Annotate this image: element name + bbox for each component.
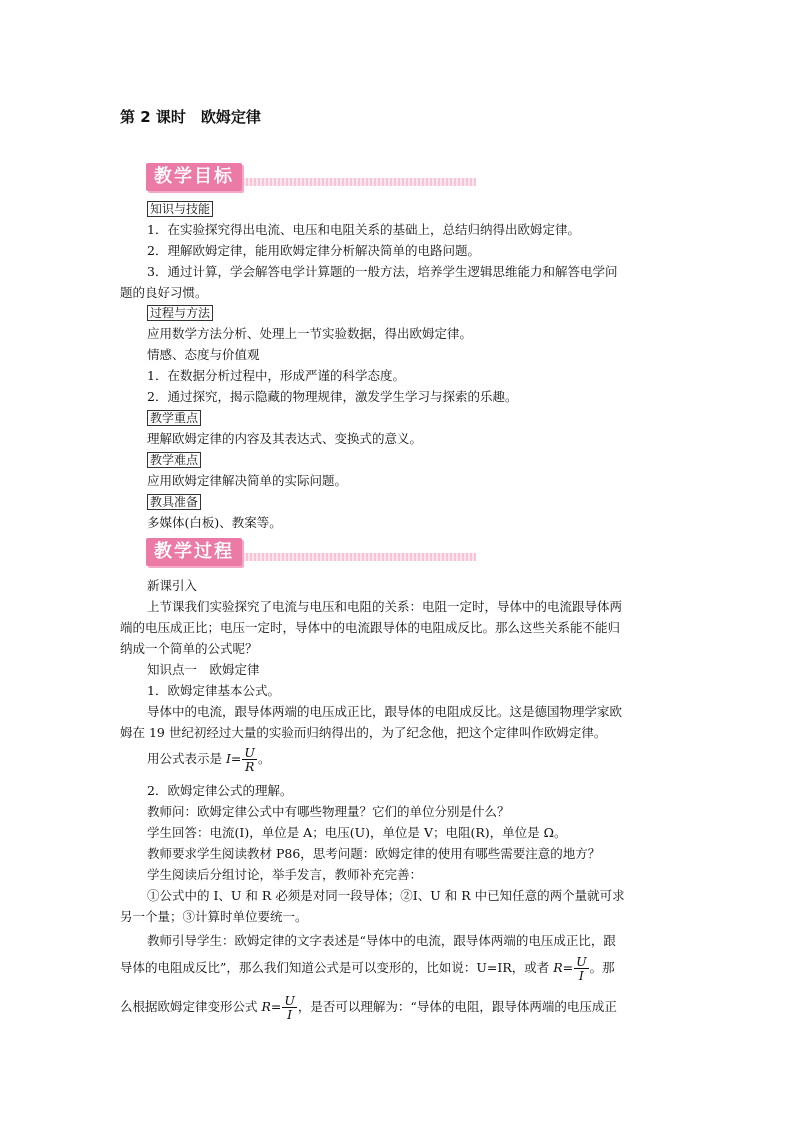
formula-numerator: U <box>244 745 255 760</box>
section-label-difficulty: 教学难点 <box>147 452 201 468</box>
process-banner <box>146 538 476 568</box>
text-span: 。那 <box>589 960 615 975</box>
section-emotion: 情感、态度与价值观 <box>147 347 260 362</box>
text-line: 应用欧姆定律解决简单的实际问题。 <box>147 473 348 488</box>
objectives-banner-label: 教学目标 <box>146 163 242 191</box>
text-span: 导体的电阻成反比”，那么我们知道公式是可以变形的，比如说：U=IR，或者 <box>120 960 554 975</box>
text-line: 2．欧姆定律公式的理解。 <box>147 783 293 798</box>
text-line: 姆在 19 世纪初经过大量的实验而归纳得出的，为了纪念他，把这个定律叫作欧姆定律。 <box>120 725 607 740</box>
text-line: 另一个量；③计算时单位要统一。 <box>120 909 308 924</box>
formula-line-2 <box>120 953 680 983</box>
text-line: 题的良好习惯。 <box>120 285 208 300</box>
formula-fraction <box>282 994 297 1021</box>
process-banner-label: 教学过程 <box>146 538 242 566</box>
formula-denominator: R <box>244 759 255 774</box>
lesson-title: 第 2 课时 欧姆定律 <box>120 108 261 126</box>
formula-lhs: I= <box>225 751 242 766</box>
formula-lhs: R= <box>261 999 282 1014</box>
text-line: 导体中的电流，跟导体两端的电压成正比，跟导体的电阻成反比。这是德国物理学家欧 <box>147 704 623 719</box>
text-line: 知识点一 欧姆定律 <box>147 662 260 677</box>
text-line: 端的电压成正比；电压一定时，导体中的电流跟导体的电阻成反比。那么这些关系能不能归 <box>120 620 621 635</box>
text-line: 学生阅读后分组讨论，举手发言，教师补充完善： <box>147 867 423 882</box>
section-key-point <box>147 410 680 426</box>
section-label-knowledge: 知识与技能 <box>147 201 213 217</box>
text-line: 新课引入 <box>147 578 198 593</box>
formula-denominator: I <box>578 968 584 983</box>
text-line: 1．在数据分析过程中，形成严谨的科学态度。 <box>147 368 405 383</box>
formula-line-3 <box>120 992 680 1022</box>
text-span: 么根据欧姆定律变形公式 <box>120 999 262 1014</box>
formula-lhs: R= <box>553 960 574 975</box>
formula-line <box>147 745 680 773</box>
text-line: 1．在实验探究得出电流、电压和电阻关系的基础上，总结归纳得出欧姆定律。 <box>147 222 580 237</box>
text-line: 2．理解欧姆定律，能用欧姆定律分析解决简单的电路问题。 <box>147 243 480 258</box>
text-line: 学生回答：电流(I)，单位是 A；电压(U)，单位是 V；电阻(R)，单位是 Ω。 <box>147 825 567 840</box>
text-line: 教师引导学生：欧姆定律的文字表述是“导体中的电流，跟导体两端的电压成正比，跟 <box>147 933 616 948</box>
text-line: 理解欧姆定律的内容及其表达式、变换式的意义。 <box>147 431 423 446</box>
text-span: ，是否可以理解为：“导体的电阻，跟导体两端的电压成正 <box>297 999 617 1014</box>
formula-fraction <box>574 955 589 982</box>
section-tools <box>147 494 680 510</box>
section-knowledge <box>147 201 680 217</box>
objectives-banner <box>146 163 476 193</box>
formula-denominator: I <box>287 1007 293 1022</box>
text-line: 1．欧姆定律基本公式。 <box>147 683 280 698</box>
text-line: 2．通过探究，揭示隐藏的物理规律，激发学生学习与探索的乐趣。 <box>147 389 518 404</box>
text-line: ①公式中的 I、U 和 R 必须是对同一段导体；②I、U 和 R 中已知任意的两个量就可求 <box>147 888 625 903</box>
formula-numerator: U <box>576 954 587 969</box>
text-line: 纳成一个简单的公式呢？ <box>120 641 258 656</box>
text-line: 3．通过计算，学会解答电学计算题的一般方法，培养学生逻辑思维能力和解答电学问 <box>147 264 618 279</box>
formula-end: 。 <box>257 751 271 766</box>
text-line: 教师问：欧姆定律公式中有哪些物理量？它们的单位分别是什么？ <box>147 804 510 819</box>
text-line: 上节课我们实验探究了电流与电压和电阻的关系：电阻一定时，导体中的电流跟导体两 <box>147 599 623 614</box>
section-process-method <box>147 305 680 321</box>
formula-prefix: 用公式表示是 <box>147 751 226 766</box>
section-difficulty <box>147 452 680 468</box>
formula-fraction <box>242 746 257 773</box>
text-line: 应用数学方法分析、处理上一节实验数据，得出欧姆定律。 <box>147 326 473 341</box>
section-label-process-method: 过程与方法 <box>147 305 213 321</box>
section-label-key-point: 教学重点 <box>147 410 201 426</box>
section-label-tools: 教具准备 <box>147 494 201 510</box>
text-line: 教师要求学生阅读教材 P86，思考问题：欧姆定律的使用有哪些需要注意的地方？ <box>147 846 601 861</box>
formula-numerator: U <box>284 993 295 1008</box>
text-line: 多媒体(白板)、教案等。 <box>147 515 282 530</box>
